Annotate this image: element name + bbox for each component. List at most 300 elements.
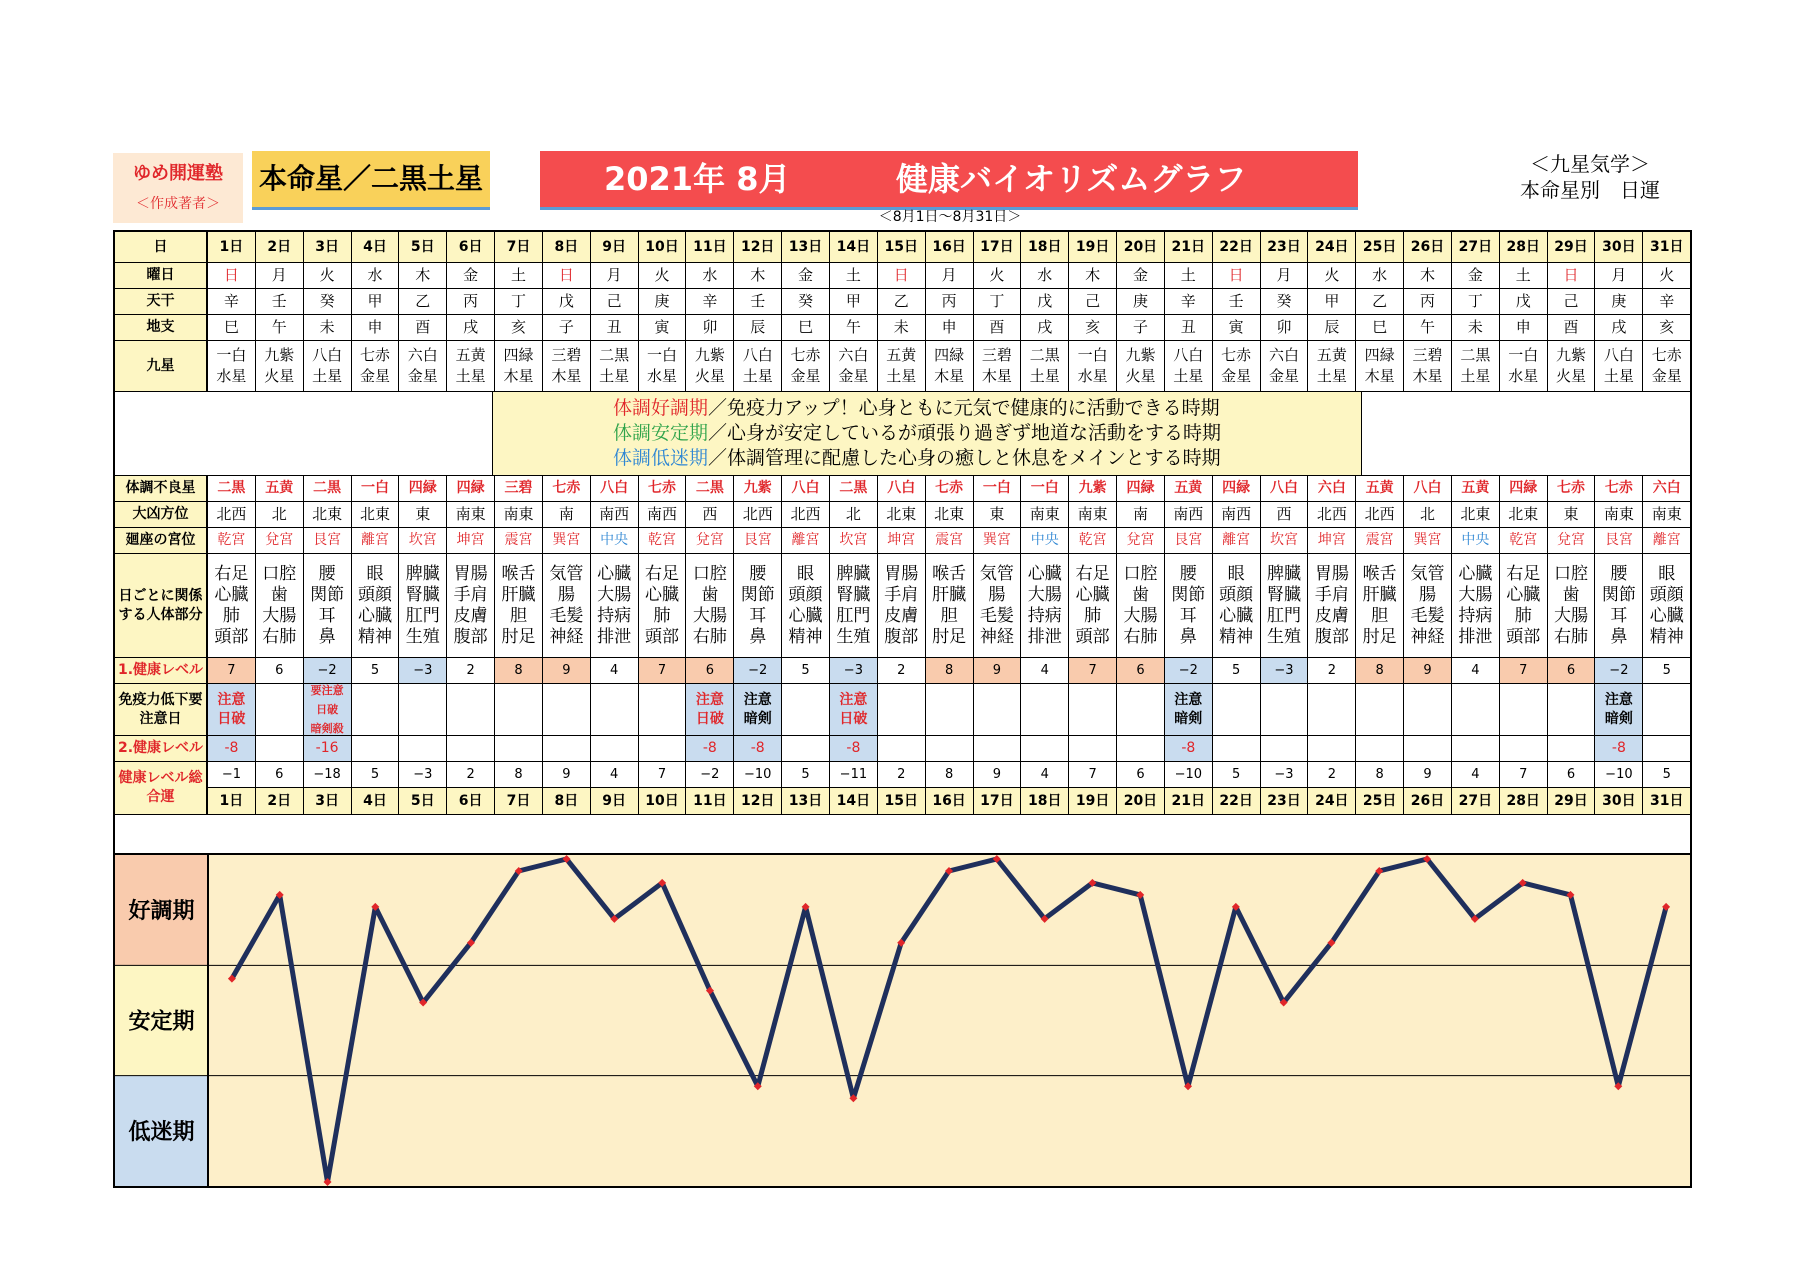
cell-c-30: 戌 [1595,315,1643,340]
cell-t-5: 乙 [399,289,447,314]
cell-w-18: 水 [1021,263,1069,288]
legend-box [492,392,1362,475]
cell-k-9 [591,341,639,391]
row-label-pal: 廻座の宮位 [115,528,208,553]
row-label-c: 地支 [115,315,208,340]
cell-l2-14: -8 [830,736,878,761]
cell-l1-6: 2 [447,658,495,683]
legend-line-3 [613,446,1361,471]
cell-l2-31 [1643,736,1690,761]
cell-d-14: 14日 [830,232,878,262]
cell-l1-26: 9 [1404,658,1452,683]
author-box [113,153,243,223]
cell-k-10 [639,341,687,391]
cell-l2-17 [974,736,1022,761]
table-row-t [115,289,1690,315]
cell-tot-20: 6 [1117,762,1165,787]
cell-d-11: 11日 [686,232,734,262]
cell-tot-12: −10 [734,762,782,787]
body-lines-24: 胃腸 手肩 皮膚 腹部 [1314,563,1349,647]
author-sub: ＜作成著者＞ [136,196,220,212]
cell-bs-2: 五黄 [256,476,304,501]
cell-caution-2 [256,684,304,735]
cell-bs-7: 三碧 [495,476,543,501]
cell-d-29: 29日 [1548,232,1596,262]
cell-w-9: 月 [591,263,639,288]
row-label-caution: 免疫力低下要注意日 [115,684,208,735]
body-lines-30: 腰 関節 耳 鼻 [1601,563,1636,647]
cell-l2-10 [639,736,687,761]
row-cells-dir [208,502,1690,527]
cell-caution-8 [543,684,591,735]
cell-d2-8: 8日 [543,788,591,814]
cell-body-25 [1356,554,1404,657]
cell-k-29 [1548,341,1596,391]
caution-lines-11: 注意 日破 [695,691,724,727]
row-label-l1: 1.健康レベル [115,658,208,683]
k-lines-17: 三碧 木星 [981,346,1012,385]
cell-caution-10 [639,684,687,735]
cell-d-26: 26日 [1404,232,1452,262]
cell-d-18: 18日 [1021,232,1069,262]
cell-l2-13 [782,736,830,761]
cell-d2-30: 30日 [1595,788,1643,814]
table-row-d [115,232,1690,263]
cell-d2-28: 28日 [1500,788,1548,814]
body-lines-4: 眼 頭顔 心臓 精神 [357,563,392,647]
cell-k-30 [1595,341,1643,391]
cell-d-27: 27日 [1452,232,1500,262]
cell-w-25: 水 [1356,263,1404,288]
cell-w-5: 木 [399,263,447,288]
k-lines-3: 八白 土星 [312,346,343,385]
cell-pal-30: 艮宮 [1595,528,1643,553]
row-label-d: 日 [115,232,208,262]
cell-c-25: 巳 [1356,315,1404,340]
cell-pal-9: 中央 [591,528,639,553]
k-lines-21: 八白 土星 [1173,346,1204,385]
cell-t-29: 己 [1548,289,1596,314]
cell-caution-27 [1452,684,1500,735]
k-lines-27: 二黒 土星 [1460,346,1491,385]
cell-t-12: 壬 [734,289,782,314]
cell-dir-2: 北 [256,502,304,527]
legend-line-2 [613,421,1361,446]
legend-text-1: ／免疫力アップ！心身ともに元気で健康的に活動できる時期 [708,397,1220,419]
cell-caution-6 [447,684,495,735]
cell-k-6 [447,341,495,391]
cell-d2-29: 29日 [1548,788,1596,814]
k-lines-18: 二黒 土星 [1029,346,1060,385]
cell-dir-16: 北東 [926,502,974,527]
cell-dir-23: 西 [1261,502,1309,527]
cell-c-4: 申 [352,315,400,340]
cell-l2-9 [591,736,639,761]
cell-pal-5: 坎宮 [399,528,447,553]
cell-pal-28: 乾宮 [1500,528,1548,553]
cell-pal-20: 兌宮 [1117,528,1165,553]
cell-l1-11: 6 [686,658,734,683]
caution-lines-21: 注意 暗剣 [1174,691,1203,727]
row-cells-w [208,263,1690,288]
cell-l1-7: 8 [495,658,543,683]
cell-d-3: 3日 [304,232,352,262]
cell-tot-17: 9 [974,762,1022,787]
row-label-tot: 健康レベル総合運 [115,762,208,815]
body-lines-26: 気管 腸 毛髪 神経 [1410,563,1445,647]
table-row-bs [115,476,1690,502]
cell-k-22 [1213,341,1261,391]
cell-c-28: 申 [1500,315,1548,340]
cell-t-1: 辛 [208,289,256,314]
row-cells-l1 [208,658,1690,683]
cell-w-19: 木 [1069,263,1117,288]
cell-body-12 [734,554,782,657]
cell-pal-15: 坤宮 [878,528,926,553]
cell-bs-28: 四緑 [1500,476,1548,501]
cell-tot-31: 5 [1662,767,1671,782]
cell-pal-29: 兌宮 [1548,528,1596,553]
cell-body-10 [639,554,687,657]
cell-c-17: 酉 [974,315,1022,340]
cell-c-31: 亥 [1659,318,1675,336]
cell-k-11 [686,341,734,391]
cell-t-14: 甲 [830,289,878,314]
cell-pal-21: 艮宮 [1165,528,1213,553]
caution-lines-1: 注意 日破 [217,691,246,727]
cell-body-1 [208,554,256,657]
k-lines-9: 二黒 土星 [599,346,630,385]
cell-k-3 [304,341,352,391]
year-month: 2021年 8月 [604,160,791,198]
row-label-bs: 体調不良星 [115,476,208,501]
cell-t-10: 庚 [639,289,687,314]
k-lines-10: 一白 水星 [647,346,678,385]
cell-body-14 [830,554,878,657]
cell-caution-20 [1117,684,1165,735]
cell-l2-20 [1117,736,1165,761]
cell-d-25: 25日 [1356,232,1404,262]
cell-pal-17: 巽宮 [974,528,1022,553]
cell-bs-11: 二黒 [686,476,734,501]
legend-key-2: 体調安定期 [613,422,709,444]
k-lines-11: 九紫 火星 [694,346,725,385]
cell-d-6: 6日 [447,232,495,262]
cell-t-15: 乙 [878,289,926,314]
cell-c-21: 丑 [1165,315,1213,340]
cell-tot-8: 9 [543,762,591,787]
header-right-line2: 本命星別 日運 [1520,178,1660,202]
cell-d2-22: 22日 [1213,788,1261,814]
cell-d2-21: 21日 [1165,788,1213,814]
cell-caution-31 [1643,684,1690,735]
body-lines-25: 喉舌 肝臓 胆 肘足 [1362,563,1397,647]
cell-d-31: 31日 [1643,232,1690,262]
cell-bs-12: 九紫 [734,476,782,501]
cell-t-21: 辛 [1165,289,1213,314]
cell-k-20 [1117,341,1165,391]
body-lines-21: 腰 関節 耳 鼻 [1171,563,1206,647]
cell-tot-22: 5 [1213,762,1261,787]
cell-pal-10: 乾宮 [639,528,687,553]
cell-d2-4: 4日 [352,788,400,814]
cell-t-11: 辛 [686,289,734,314]
cell-pal-13: 離宮 [782,528,830,553]
cell-bs-26: 八白 [1404,476,1452,501]
table-row-body [115,554,1690,658]
table-row-w [115,263,1690,289]
cell-d2-25: 25日 [1356,788,1404,814]
cell-body-19 [1069,554,1117,657]
cell-tot-4: 5 [352,762,400,787]
legend-text-3: ／体調管理に配慮した心身の癒しと休息をメインとする時期 [708,447,1221,469]
cell-d-19: 19日 [1069,232,1117,262]
row-label-t: 天干 [115,289,208,314]
cell-dir-19: 南東 [1069,502,1117,527]
cell-body-22 [1213,554,1261,657]
cell-w-23: 月 [1261,263,1309,288]
row-cells-l2 [208,736,1690,761]
cell-t-18: 戊 [1021,289,1069,314]
row-cells-k [208,341,1690,391]
cell-d-22: 22日 [1213,232,1261,262]
cell-body-8 [543,554,591,657]
cell-bs-3: 二黒 [304,476,352,501]
cell-k-31 [1643,341,1690,391]
cell-w-11: 水 [686,263,734,288]
cell-bs-5: 四緑 [399,476,447,501]
cell-l2-25 [1356,736,1404,761]
cell-pal-7: 震宮 [495,528,543,553]
caution-lines-12: 注意 暗剣 [743,691,772,727]
cell-d-2: 2日 [256,232,304,262]
cell-t-30: 庚 [1595,289,1643,314]
cell-w-2: 月 [256,263,304,288]
cell-d2-19: 19日 [1069,788,1117,814]
cell-caution-21 [1165,684,1213,735]
cell-body-30 [1595,554,1643,657]
body-lines-6: 胃腸 手肩 皮膚 腹部 [453,563,488,647]
cell-c-27: 未 [1452,315,1500,340]
cell-bs-10: 七赤 [639,476,687,501]
cell-l2-27 [1452,736,1500,761]
cell-tot-28: 7 [1500,762,1548,787]
cell-d2-14: 14日 [830,788,878,814]
cell-bs-29: 七赤 [1548,476,1596,501]
cell-l2-26 [1404,736,1452,761]
cell-dir-10: 南西 [639,502,687,527]
body-lines-2: 口腔 歯 大腸 右肺 [262,563,297,647]
k-lines-1: 一白 水星 [216,346,247,385]
row-cells-body [208,554,1690,657]
cell-w-21: 土 [1165,263,1213,288]
cell-d2-31: 31日 [1643,788,1690,814]
caution-lines-3: 要注意 日破 暗剣殺 [310,684,344,735]
cell-c-10: 寅 [639,315,687,340]
cell-body-26 [1404,554,1452,657]
cell-d2-18: 18日 [1021,788,1069,814]
cell-pal-22: 離宮 [1213,528,1261,553]
cell-bs-20: 四緑 [1117,476,1165,501]
cell-pal-31: 離宮 [1652,532,1681,548]
cell-l2-19 [1069,736,1117,761]
cell-d2-13: 13日 [782,788,830,814]
cell-dir-17: 東 [974,502,1022,527]
cell-body-16 [926,554,974,657]
cell-pal-23: 坎宮 [1261,528,1309,553]
cell-dir-24: 北西 [1308,502,1356,527]
cell-d-5: 5日 [399,232,447,262]
cell-tot-5: −3 [399,762,447,787]
cell-k-8 [543,341,591,391]
cell-tot-1: −1 [208,762,256,787]
cell-l1-12: −2 [734,658,782,683]
cell-dir-20: 南 [1117,502,1165,527]
cell-d-15: 15日 [878,232,926,262]
cell-pal-24: 坤宮 [1308,528,1356,553]
cell-tot-10: 7 [639,762,687,787]
cell-t-27: 丁 [1452,289,1500,314]
k-lines-24: 五黄 土星 [1316,346,1347,385]
cell-bs-1: 二黒 [208,476,256,501]
k-lines-29: 九紫 火星 [1556,346,1587,385]
cell-l2-8 [543,736,591,761]
cell-bs-17: 一白 [974,476,1022,501]
cell-d2-23: 23日 [1261,788,1309,814]
cell-dir-11: 西 [686,502,734,527]
cell-dir-29: 東 [1548,502,1596,527]
cell-pal-19: 乾宮 [1069,528,1117,553]
cell-k-27 [1452,341,1500,391]
cell-body-9 [591,554,639,657]
cell-k-1 [208,341,256,391]
cell-d2-5: 5日 [399,788,447,814]
cell-w-26: 木 [1404,263,1452,288]
cell-caution-16 [926,684,974,735]
cell-d-21: 21日 [1165,232,1213,262]
cell-l1-25: 8 [1356,658,1404,683]
cell-pal-2: 兌宮 [256,528,304,553]
cell-dir-9: 南西 [591,502,639,527]
cell-tot-21: −10 [1165,762,1213,787]
cell-k-24 [1308,341,1356,391]
cell-caution-19 [1069,684,1117,735]
cell-d-10: 10日 [639,232,687,262]
k-lines-4: 七赤 金星 [359,346,390,385]
cell-dir-8: 南 [543,502,591,527]
cell-body-27 [1452,554,1500,657]
cell-tot-24: 2 [1308,762,1356,787]
cell-dir-13: 北西 [782,502,830,527]
cell-pal-3: 艮宮 [304,528,352,553]
cell-c-15: 未 [878,315,926,340]
cell-k-18 [1021,341,1069,391]
cell-c-26: 午 [1404,315,1452,340]
cell-pal-4: 離宮 [352,528,400,553]
cell-body-7 [495,554,543,657]
cell-bs-31: 六白 [1652,480,1681,496]
cell-l2-21: -8 [1165,736,1213,761]
cell-c-9: 丑 [591,315,639,340]
cell-bs-23: 八白 [1261,476,1309,501]
cell-body-24 [1308,554,1356,657]
k-lines-8: 三碧 木星 [551,346,582,385]
author-name: ゆめ開運塾 [133,163,223,184]
cell-c-8: 子 [543,315,591,340]
cell-dir-3: 北東 [304,502,352,527]
body-lines-10: 右足 心臓 肺 頭部 [645,563,680,647]
cell-c-12: 辰 [734,315,782,340]
body-lines-7: 喉舌 肝臓 胆 肘足 [501,563,536,647]
cell-bs-9: 八白 [591,476,639,501]
chart-svg [115,855,1690,1186]
cell-tot-6: 2 [447,762,495,787]
cell-d-16: 16日 [926,232,974,262]
cell-bs-24: 六白 [1308,476,1356,501]
cell-l1-10: 7 [639,658,687,683]
cell-l2-3: -16 [304,736,352,761]
k-lines-28: 一白 水星 [1508,346,1539,385]
cell-c-22: 寅 [1213,315,1261,340]
cell-d2-26: 26日 [1404,788,1452,814]
cell-l1-5: −3 [399,658,447,683]
cell-c-2: 午 [256,315,304,340]
cell-l2-16 [926,736,974,761]
cell-body-13 [782,554,830,657]
cell-l2-11: -8 [686,736,734,761]
row-label-dir: 大凶方位 [115,502,208,527]
cell-c-14: 午 [830,315,878,340]
cell-caution-1 [208,684,256,735]
table-row-legend [115,392,1690,476]
cell-l2-24 [1308,736,1356,761]
cell-pal-26: 巽宮 [1404,528,1452,553]
table-row-caution [115,684,1690,736]
cell-dir-7: 南東 [495,502,543,527]
cell-caution-9 [591,684,639,735]
k-lines-13: 七赤 金星 [790,346,821,385]
cell-tot-27: 4 [1452,762,1500,787]
cell-l2-2 [256,736,304,761]
k-lines-20: 九紫 火星 [1125,346,1156,385]
cell-bs-22: 四緑 [1213,476,1261,501]
cell-d-28: 28日 [1500,232,1548,262]
cell-w-4: 水 [352,263,400,288]
cell-l2-15 [878,736,926,761]
table-row-d2 [115,788,1690,815]
cell-tot-26: 9 [1404,762,1452,787]
cell-l2-23 [1261,736,1309,761]
cell-dir-14: 北 [830,502,878,527]
cell-l1-30: −2 [1595,658,1643,683]
cell-c-5: 酉 [399,315,447,340]
cell-caution-30 [1595,684,1643,735]
cell-tot-30: −10 [1595,762,1643,787]
cell-dir-25: 北西 [1356,502,1404,527]
row-label-l2: 2.健康レベル [115,736,208,761]
legend-text-2: ／心身が安定しているが頑張り過ぎず地道な活動をする時期 [708,422,1222,444]
table-row-pal [115,528,1690,554]
cell-w-15: 日 [878,263,926,288]
cell-d2-10: 10日 [639,788,687,814]
body-lines-31: 眼 頭顔 心臓 精神 [1649,563,1684,647]
body-lines-29: 口腔 歯 大腸 右肺 [1554,563,1589,647]
cell-t-6: 丙 [447,289,495,314]
body-lines-28: 右足 心臓 肺 頭部 [1506,563,1541,647]
cell-w-8: 日 [543,263,591,288]
cell-w-3: 火 [304,263,352,288]
zone-stable-label: 安定期 [128,1009,195,1035]
